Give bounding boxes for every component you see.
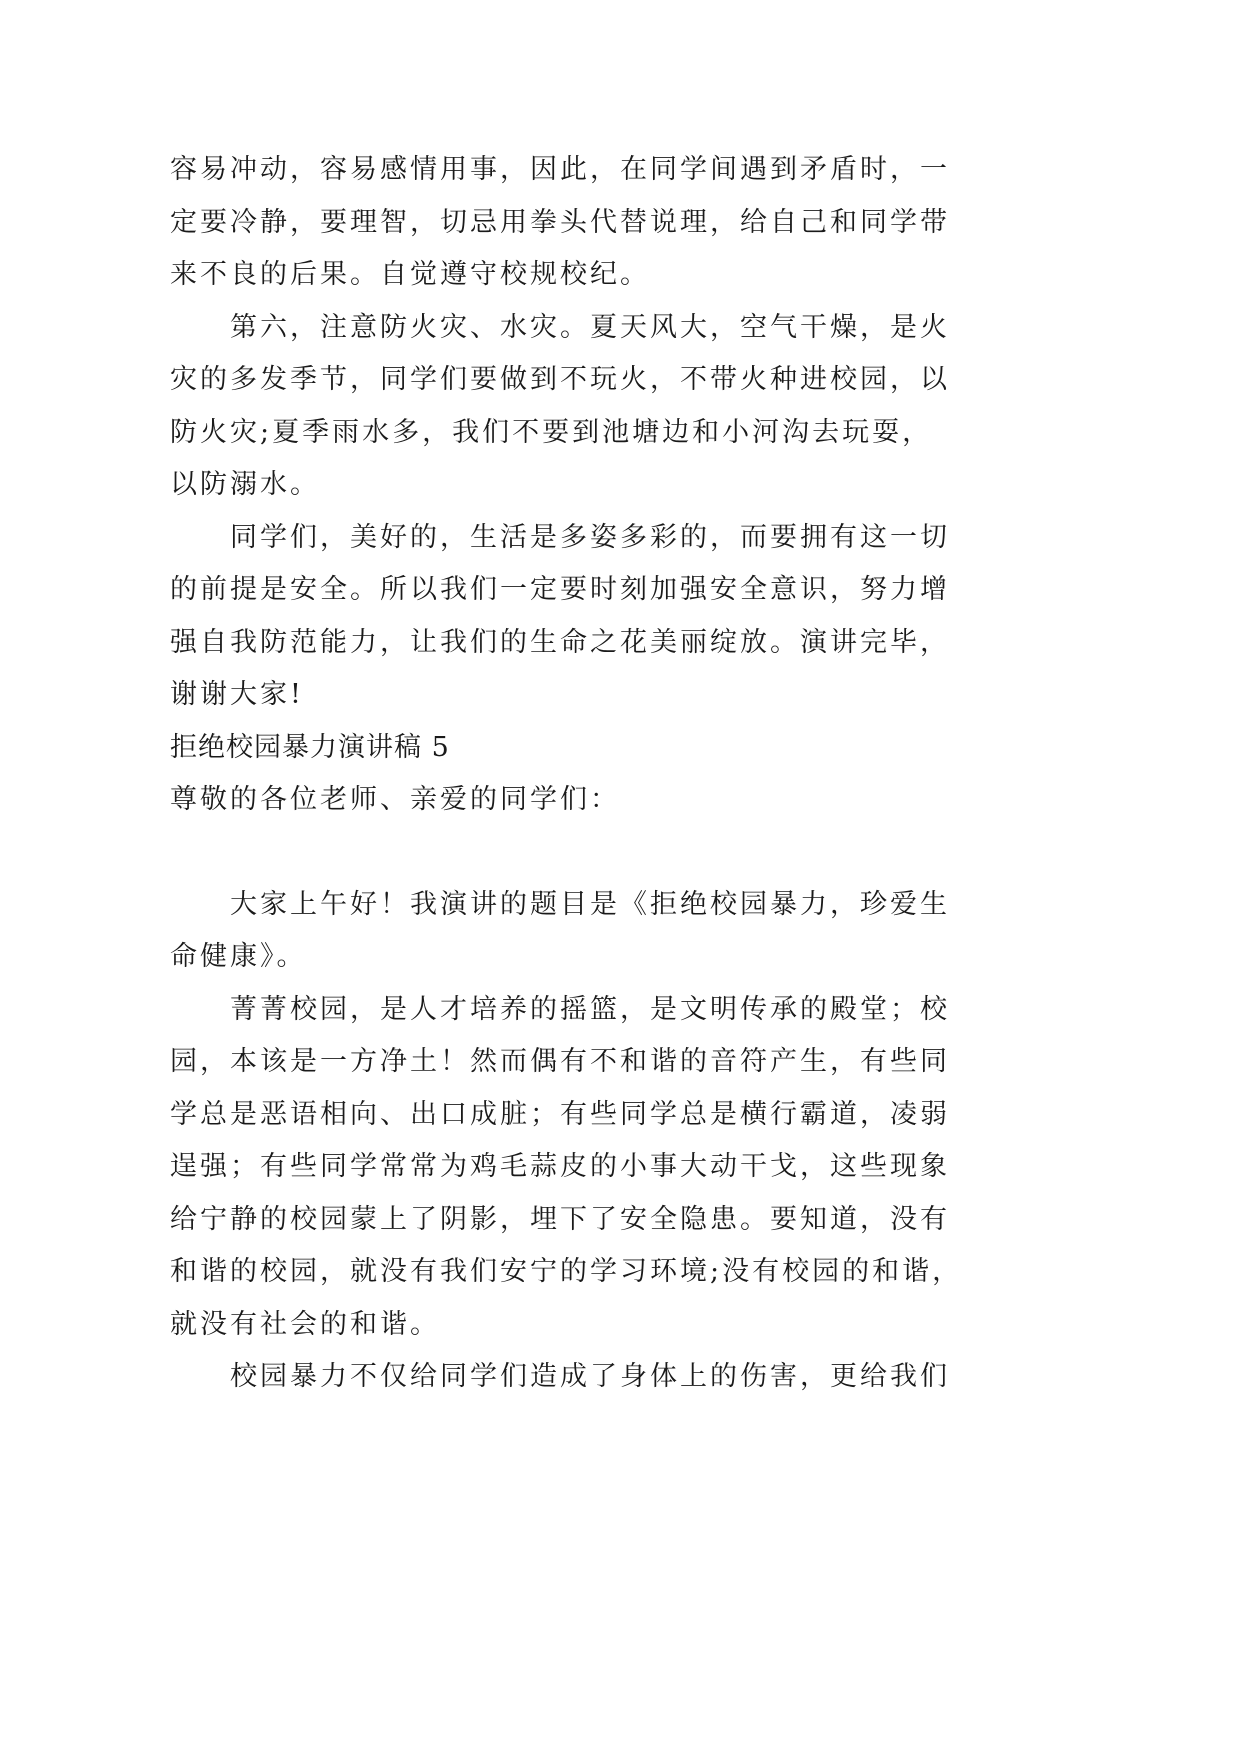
text-line: 的前提是安全。所以我们一定要时刻加强安全意识，努力增 xyxy=(170,574,950,605)
speech-greeting: 尊敬的各位老师、亲爱的同学们： xyxy=(170,784,620,815)
paragraph-fire-water-safety xyxy=(170,302,950,512)
text-line: 容易冲动，容易感情用事，因此，在同学间遇到矛盾时，一 xyxy=(170,154,950,185)
text-line: 防火灾;夏季雨水多，我们不要到池塘边和小河沟去玩耍， xyxy=(170,416,933,448)
text-line: 校园暴力不仅给同学们造成了身体上的伤害，更给我们 xyxy=(230,1361,950,1392)
text-line: 学总是恶语相向、出口成脏；有些同学总是横行霸道，凌弱 xyxy=(170,1098,950,1130)
text-line: 谢谢大家! xyxy=(170,679,304,710)
text-line: 大家上午好！我演讲的题目是《拒绝校园暴力，珍爱生 xyxy=(230,888,950,920)
text-line: 强自我防范能力，让我们的生命之花美丽绽放。演讲完毕， xyxy=(170,626,950,658)
text-line: 和谐的校园，就没有我们安宁的学习环境;没有校园的和谐， xyxy=(170,1256,963,1287)
text-line: 就没有社会的和谐。 xyxy=(170,1308,440,1340)
paragraph-opening xyxy=(170,879,950,984)
text-line: 给宁静的校园蒙上了阴影，埋下了安全隐患。要知道，没有 xyxy=(170,1203,950,1235)
text-line: 第六，注意防火灾、水灾。夏天风大，空气干燥，是火 xyxy=(230,311,950,343)
paragraph-closing xyxy=(170,512,950,722)
text-line: 同学们，美好的，生活是多姿多彩的，而要拥有这一切 xyxy=(230,521,950,553)
text-line: 园，本该是一方净土！然而偶有不和谐的音符产生，有些同 xyxy=(170,1046,950,1077)
text-line: 命健康》。 xyxy=(170,941,307,972)
paragraph-campus-harmony xyxy=(170,984,963,1352)
blank-line xyxy=(170,827,945,879)
text-line: 灾的多发季节，同学们要做到不玩火，不带火种进校园，以 xyxy=(170,364,950,395)
text-line: 逞强；有些同学常常为鸡毛蒜皮的小事大动干戈，这些现象 xyxy=(170,1151,950,1182)
paragraph-violence-harm xyxy=(170,1351,950,1404)
paragraph-continuation xyxy=(170,144,950,302)
text-line: 菁菁校园，是人才培养的摇篮，是文明传承的殿堂；校 xyxy=(230,993,950,1025)
text-line: 来不良的后果。自觉遵守校规校纪。 xyxy=(170,259,650,290)
text-line: 定要冷静，要理智，切忌用拳头代替说理，给自己和同学带 xyxy=(170,206,950,238)
text-line: 以防溺水。 xyxy=(170,469,320,500)
document-body xyxy=(170,144,963,1404)
speech-title: 拒绝校园暴力演讲稿 5 xyxy=(170,731,450,763)
